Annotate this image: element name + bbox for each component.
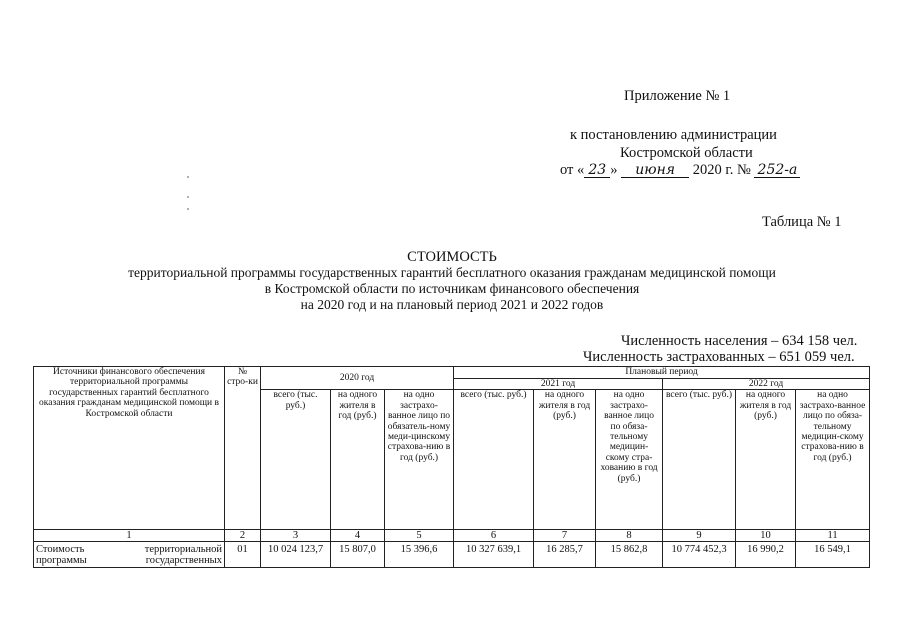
header-year-2022: 2022 год	[663, 379, 870, 390]
date-month-handwritten: июня	[621, 164, 689, 178]
row-source-line1	[36, 544, 222, 555]
column-number: 3	[261, 530, 331, 542]
header-2022-per-resident: на одного жителя в год (руб.)	[736, 390, 796, 530]
column-number: 1	[34, 530, 225, 542]
header-planned-period: Плановый период	[454, 367, 870, 379]
region-name: Костромской области	[620, 145, 753, 161]
date-mid: »	[610, 162, 618, 178]
appendix-title: Приложение № 1	[624, 88, 731, 104]
row-source-word: государственных	[145, 555, 222, 567]
document-heading: СТОИМОСТЬ	[407, 249, 497, 265]
header-2020-total: всего (тыс. руб.)	[261, 390, 331, 530]
value-2020-per-resident: 15 807,0	[331, 542, 385, 568]
document-subtitle-line3: на 2020 год и на плановый период 2021 и 2022 годов	[300, 297, 604, 312]
header-row-number: № стро-ки	[225, 367, 261, 530]
column-number: 2	[225, 530, 261, 542]
row-source-line2	[36, 555, 222, 566]
header-year-2020: 2020 год	[261, 367, 454, 390]
value-2021-total: 10 327 639,1	[454, 542, 534, 568]
scan-speck	[187, 208, 189, 210]
header-2020-per-insured: на одно застрахо-ванное лицо по обязатель-ному меди-цинскому страхова-нию в год (руб.)	[385, 390, 454, 530]
insured-count: Численность застрахованных – 651 059 чел.	[583, 349, 855, 365]
column-number: 9	[663, 530, 736, 542]
value-2021-per-resident: 16 285,7	[534, 542, 596, 568]
column-number: 5	[385, 530, 454, 542]
date-prefix: от «	[560, 162, 585, 178]
document-subtitle-line2: в Костромской области по источникам финансового обеспечения	[264, 281, 640, 296]
scan-speck	[187, 196, 189, 198]
header-2022-per-insured: на одно застрахо-ванное лицо по обяза-тельному медицин-скому страхова-нию в год (руб.)	[796, 390, 870, 530]
row-source-word: программы	[36, 555, 87, 567]
value-2022-per-resident: 16 990,2	[736, 542, 796, 568]
resolution-date-line	[560, 162, 800, 179]
row-source-word: территориальной	[144, 544, 222, 556]
scan-speck	[187, 176, 189, 178]
value-2022-per-insured: 16 549,1	[796, 542, 870, 568]
table-label: Таблица № 1	[762, 214, 842, 230]
table-row	[34, 542, 870, 568]
column-number: 4	[331, 530, 385, 542]
header-source: Источники финансового обеспечения территориальной программы государственных гарантий бесплатного оказания гражданам медицинской помощи в Костромской области	[34, 367, 225, 530]
header-2021-total: всего (тыс. руб.)	[454, 390, 534, 530]
value-2020-per-insured: 15 396,6	[385, 542, 454, 568]
column-number: 11	[796, 530, 870, 542]
date-year: 2020 г. №	[692, 162, 751, 178]
resolution-number-handwritten: 252-а	[754, 164, 800, 178]
header-year-2021: 2021 год	[454, 379, 663, 390]
population-count: Численность населения – 634 158 чел.	[621, 333, 858, 349]
header-2020-per-resident: на одного жителя в год (руб.)	[331, 390, 385, 530]
column-number: 6	[454, 530, 534, 542]
column-number-row	[34, 530, 870, 542]
header-2021-per-insured: на одно застрахо-ванное лицо по обяза-тельному медицин-скому стра-хованию в год (руб.)	[596, 390, 663, 530]
row-source-cell	[34, 542, 225, 568]
value-2022-total: 10 774 452,3	[663, 542, 736, 568]
date-day-handwritten: 23	[584, 164, 610, 178]
header-2022-total: всего (тыс. руб.)	[663, 390, 736, 530]
column-number: 8	[596, 530, 663, 542]
row-source-word: Стоимость	[36, 544, 85, 556]
header-2021-per-resident: на одного жителя в год (руб.)	[534, 390, 596, 530]
document-subtitle-line1: территориальной программы государственных гарантий бесплатного оказания гражданам медицинской помощи	[128, 265, 776, 280]
value-2020-total: 10 024 123,7	[261, 542, 331, 568]
resolution-reference: к постановлению администрации	[570, 127, 777, 143]
financing-table	[33, 366, 870, 568]
column-number: 7	[534, 530, 596, 542]
column-number: 10	[736, 530, 796, 542]
row-number: 01	[225, 542, 261, 568]
value-2021-per-insured: 15 862,8	[596, 542, 663, 568]
